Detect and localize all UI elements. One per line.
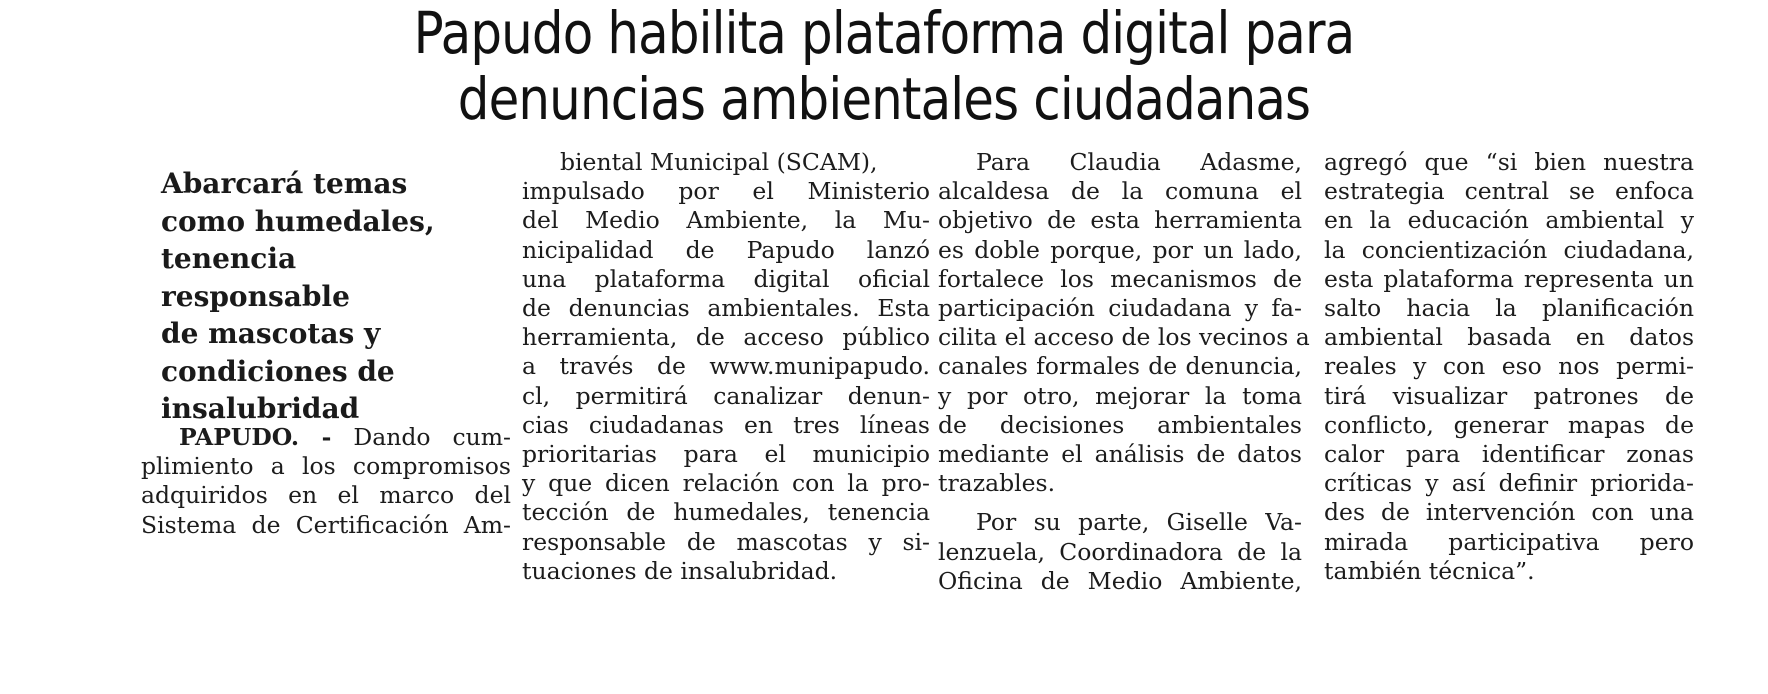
body-line: cilita el acceso de los vecinos a xyxy=(938,323,1310,352)
dateline: PAPUDO. - xyxy=(179,423,332,451)
body-line: la concientización ciudadana, xyxy=(1324,235,1694,264)
body-line: reales y con eso nos permi- xyxy=(1324,352,1694,381)
paragraph-gap xyxy=(938,498,1302,508)
body-line: esta plataforma representa un xyxy=(1324,264,1694,293)
body-line: del Medio Ambiente, la Mu- xyxy=(522,206,930,235)
body-line: biental Municipal (SCAM), xyxy=(560,148,878,176)
body-line xyxy=(141,423,511,452)
body-line: también técnica”. xyxy=(1324,556,1535,585)
body-line: adquiridos en el marco del xyxy=(141,481,511,510)
body-line: canales formales de denuncia, xyxy=(938,352,1302,381)
body-line: salto hacia la planificación xyxy=(1324,294,1694,323)
headline xyxy=(124,0,1644,132)
body-line: tirá visualizar patrones de xyxy=(1324,381,1694,410)
body-line: ambiental basada en datos xyxy=(1324,323,1694,352)
body-line: lenzuela, Coordinadora de la xyxy=(938,537,1302,566)
body-line: en la educación ambiental y xyxy=(1324,206,1694,235)
column-4-body xyxy=(1324,148,1694,586)
body-line: a través de www.munipapudo. xyxy=(522,352,930,381)
kicker-line: condiciones de xyxy=(161,354,395,388)
kicker-line: insalubridad xyxy=(161,392,360,425)
body-line: fortalece los mecanismos de xyxy=(938,264,1302,293)
body-line: cl, permitirá canalizar denun- xyxy=(522,381,930,410)
body-line: críticas y así definir priorida- xyxy=(1324,469,1694,498)
body-line: impulsado por el Ministerio xyxy=(522,177,930,206)
body-line: Oficina de Medio Ambiente, xyxy=(938,566,1302,595)
kicker-line: responsable xyxy=(161,279,350,313)
body-line: tuaciones de insalubridad. xyxy=(522,556,838,585)
body-line: mediante el análisis de datos xyxy=(938,440,1302,469)
body-line: una plataforma digital oficial xyxy=(522,264,930,293)
column-3-body xyxy=(938,148,1310,596)
body-line: calor para identificar zonas xyxy=(1324,440,1694,469)
kicker-line: tenencia xyxy=(161,242,297,275)
body-line: es doble porque, por un lado, xyxy=(938,235,1302,264)
body-line: y que dicen relación con la pro- xyxy=(522,469,930,498)
body-line: participación ciudadana y fa- xyxy=(938,294,1302,323)
body-line: de decisiones ambientales xyxy=(938,410,1302,439)
body-line: Para Claudia Adasme, xyxy=(976,148,1302,176)
headline-line-2: denuncias ambientales ciudadanas xyxy=(457,65,1311,133)
body-line: mirada participativa pero xyxy=(1324,527,1694,556)
body-line: alcaldesa de la comuna el xyxy=(938,177,1302,206)
kicker-line: Abarcará temas xyxy=(161,167,408,200)
body-line: trazables. xyxy=(938,469,1056,498)
column-1-body xyxy=(141,423,511,540)
body-line: responsable de mascotas y si- xyxy=(522,527,930,556)
body-line: estrategia central se enfoca xyxy=(1324,177,1694,206)
body-line: Sistema de Certificación Am- xyxy=(141,510,511,539)
body-line: conflicto, generar mapas de xyxy=(1324,410,1694,439)
body-line: tección de humedales, tenencia xyxy=(522,498,930,527)
body-line: cias ciudadanas en tres líneas xyxy=(522,410,930,439)
body-line: prioritarias para el municipio xyxy=(522,440,930,469)
body-line: agregó que “si bien nuestra xyxy=(1324,148,1694,176)
body-line: herramienta, de acceso público xyxy=(522,323,930,352)
kicker-line: de mascotas y xyxy=(161,317,381,350)
kicker-line: como humedales, xyxy=(161,204,435,238)
body-line: de denuncias ambientales. Esta xyxy=(522,294,930,323)
headline-line-1: Papudo habilita plataforma digital para xyxy=(413,0,1355,67)
kicker-subheadline xyxy=(161,165,521,428)
body-line: des de intervención con una xyxy=(1324,498,1694,527)
body-line: objetivo de esta herramienta xyxy=(938,206,1302,235)
body-line-text: Dando cum- xyxy=(331,423,511,451)
body-line: Por su parte, Giselle Va- xyxy=(976,508,1302,537)
column-2-body xyxy=(522,148,930,586)
body-line: nicipalidad de Papudo lanzó xyxy=(522,235,930,264)
body-line: plimiento a los compromisos xyxy=(141,452,511,481)
body-line: y por otro, mejorar la toma xyxy=(938,381,1302,410)
